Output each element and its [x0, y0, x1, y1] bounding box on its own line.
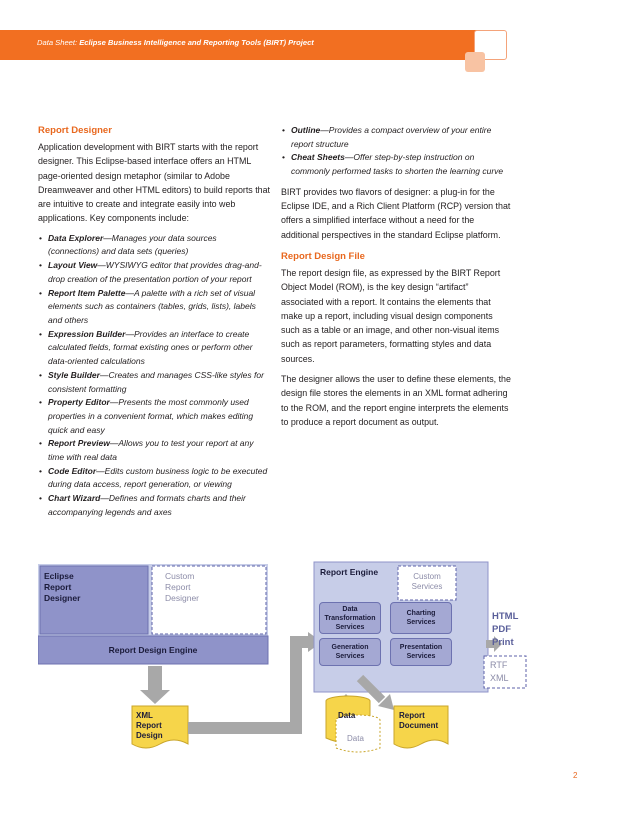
design-engine-label: Report Design Engine [108, 645, 198, 655]
section-heading-report-designer: Report Designer [38, 125, 112, 136]
presentation-services: Presentation Services [390, 638, 452, 666]
header-label: Data Sheet: [37, 38, 78, 47]
right-column [281, 124, 511, 435]
output-print: Print [492, 637, 514, 648]
output-html: HTML [492, 611, 519, 622]
output-spacer [486, 607, 534, 609]
page-number: 2 [573, 771, 578, 780]
data-transformation-services: Data Transformation Services [319, 602, 381, 634]
list-item: • Chart Wizard—Defines and formats charts and their accompanying legends and axes [38, 492, 270, 519]
output-xml: XML [490, 673, 509, 683]
component-list [38, 232, 270, 520]
arrow-down-head [140, 690, 170, 704]
report-document-label: Report Document [399, 711, 439, 730]
decorative-square-small [465, 52, 485, 72]
designer-paragraph: The designer allows the user to define these elements, the design file stores the elements in an XML format adhering to the ROM, and the report engine interprets the elements to produce a report document as output. [281, 374, 511, 427]
eclipse-designer-label: Eclipse Report Designer [44, 571, 81, 603]
data-custom-label: Data [347, 734, 364, 743]
flavors-paragraph: BIRT provides two flavors of designer: a plug-in for the Eclipse IDE, and a Rich Client Platform (RCP) version that offers a simplified interface without a need for the additional perspectives in the standard Eclipse platform. [281, 186, 511, 240]
generation-services: Generation Services [319, 638, 381, 666]
header-subtitle: Eclipse Business Intelligence and Reporting Tools (BIRT) Project [79, 38, 314, 47]
left-column [38, 124, 270, 520]
xml-design-label: XML Report Design [136, 711, 163, 740]
list-item: • Expression Builder—Provides an interface to create calculated fields, format existing ones or perform other data-oriented calculations [38, 328, 270, 369]
list-item: • Report Preview—Allows you to test your report at any time with real data [38, 437, 270, 464]
list-item: • Data Explorer—Manages your data sources (connections) and data sets (queries) [38, 232, 270, 259]
charting-services: Charting Services [390, 602, 452, 634]
list-item: • Outline—Provides a compact overview of your entire report structure [281, 124, 511, 151]
header-title [37, 38, 314, 47]
section-heading-report-design-file: Report Design File [281, 251, 365, 262]
architecture-diagram [38, 558, 538, 758]
arrow-down-shaft [148, 666, 162, 690]
output-rtf: RTF [490, 660, 508, 670]
list-item: • Cheat Sheets—Offer step-by-step instruction on commonly performed tasks to shorten the learning curve [281, 151, 511, 178]
custom-services-label: Custom Services [411, 572, 443, 591]
list-item: • Style Builder—Creates and manages CSS-like styles for consistent formatting [38, 369, 270, 396]
diagram-shapes [38, 558, 538, 758]
list-item: • Report Item Palette—A palette with a rich set of visual elements such as containers (tables, grids, lists), labels and others [38, 287, 270, 328]
report-engine-label: Report Engine [320, 567, 379, 577]
intro-paragraph: Application development with BIRT starts with the report designer. This Eclipse-based interface offers an HTML page-oriented design metaphor (similar to Adobe Dreamweaver and other HTML editors) to build reports that are intuitive to create and integrate easily into web applications. Key components include: [38, 142, 271, 224]
list-item: • Property Editor—Presents the most commonly used properties in a convenient format, which makes editing quick and easy [38, 396, 270, 437]
list-item: • Layout View—WYSIWYG editor that provides drag-and-drop creation of the presentation portion of your report [38, 259, 270, 286]
component-list-continued [281, 124, 511, 179]
custom-designer-label: Custom Report Designer [165, 571, 200, 603]
output-pdf: PDF [492, 624, 511, 635]
data-label: Data [338, 711, 356, 720]
design-file-paragraph: The report design file, as expressed by the BIRT Report Object Model (ROM), is the key design “artifact” associated with a report. It contains the elements that make up a report, including visual design components such as a table or an image, and other non-visual items such as report parameters, formatting styles and data sources. [281, 268, 501, 364]
list-item: • Code Editor—Edits custom business logic to be executed during data access, report generation, or viewing [38, 465, 270, 492]
